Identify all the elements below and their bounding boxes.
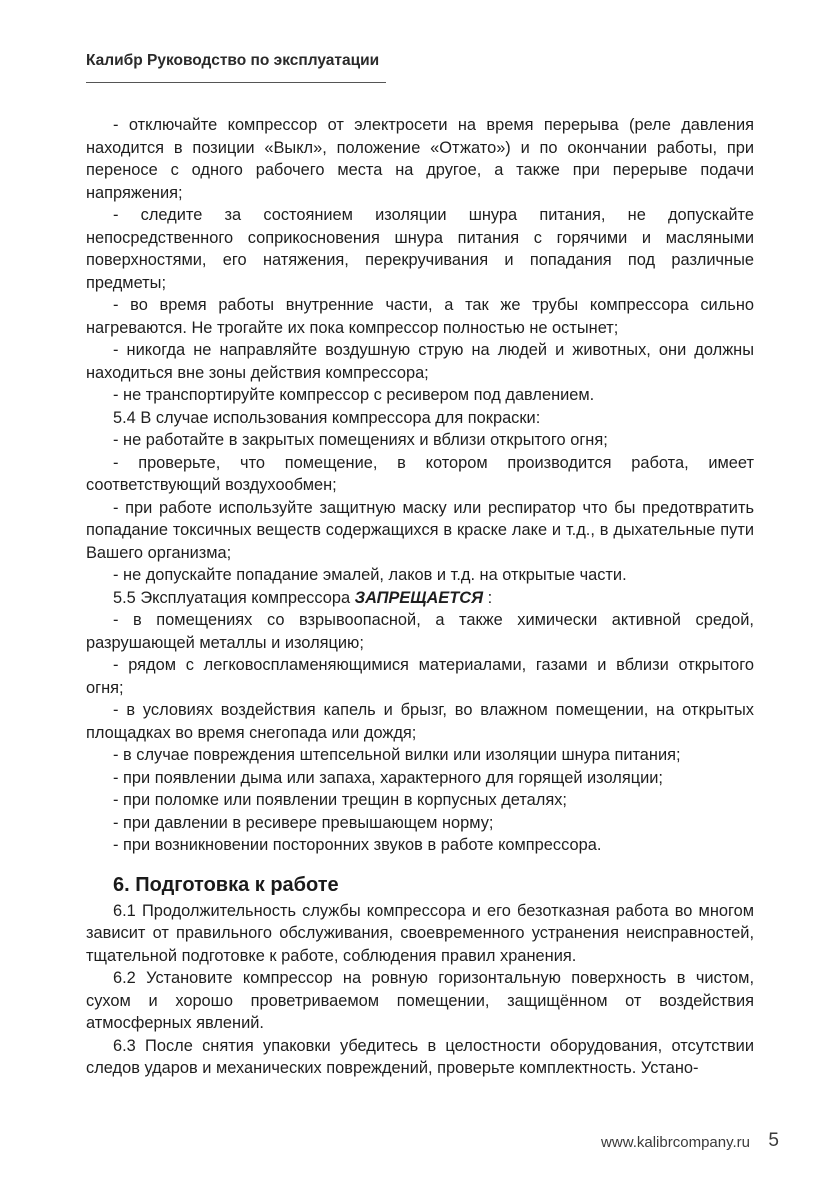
paragraph: - не транспортируйте компрессор с ресивером под давлением.	[113, 386, 595, 404]
paragraph: - при поломке или появлении трещин в корпусных деталях;	[113, 791, 567, 809]
paragraph: - во время работы внутренние части, а так же трубы компрессора сильно нагреваются. Не трогайте их пока компрессор полностью не остынет;	[86, 296, 754, 337]
paragraph-suffix: :	[483, 588, 493, 607]
paragraph: - в условиях воздействия капель и брызг, во влажном помещении, на открытых площадках во время снегопада или дождя;	[86, 701, 754, 742]
paragraph: 6.3 После снятия упаковки убедитесь в целостности оборудования, отсутствии следов ударов и механических повреждений, проверьте комплектность. Устано-	[86, 1036, 754, 1077]
footer-url: www.kalibrcompany.ru	[601, 1134, 750, 1151]
paragraph-prefix: 5.5 Эксплуатация компрессора	[113, 588, 355, 607]
paragraph: 6.1 Продолжительность службы компрессора и его безотказная работа во многом зависит от правильного обслуживания, своевременного устранения неисправностей, тщательной подготовке к работе, соблюдения правил хранения.	[86, 901, 754, 965]
page-number: 5	[768, 1130, 779, 1151]
paragraph: - отключайте компрессор от электросети на время перерыва (реле давления находится в позиции «Выкл», положение «Отжато») и по окончании работы, при переносе с одного рабочего места на другое, а также при перерыве подачи напряжения;	[86, 116, 754, 202]
paragraph: - рядом с легковоспламеняющимися материалами, газами и вблизи открытого огня;	[86, 656, 754, 697]
paragraph: - не работайте в закрытых помещениях и вблизи открытого огня;	[113, 431, 608, 449]
paragraph-prohibited-heading	[86, 587, 754, 610]
paragraph: - никогда не направляйте воздушную струю на людей и животных, они должны находиться вне зоны действия компрессора;	[86, 341, 754, 382]
section-title: 6. Подготовка к работе	[113, 873, 339, 896]
paragraph: 6.2 Установите компрессор на ровную горизонтальную поверхность в чистом, сухом и хорошо проветриваемом помещении, защищённом от воздействия атмосферных явлений.	[86, 969, 754, 1032]
paragraph: - при работе используйте защитную маску или респиратор что бы предотвратить попадание токсичных веществ содержащихся в краске лаке и т.д., в дыхательные пути Вашего организма;	[86, 498, 754, 562]
paragraph: 5.4 В случае использования компрессора для покраски:	[113, 408, 541, 427]
paragraph: - в случае повреждения штепсельной вилки или изоляции шнура питания;	[113, 746, 681, 764]
paragraph: - проверьте, что помещение, в котором производится работа, имеет соответствующий воздухообмен;	[86, 453, 754, 494]
paragraph: - при давлении в ресивере превышающем норму;	[113, 813, 494, 832]
running-header-title: Калибр Руководство по эксплуатации	[86, 52, 380, 69]
paragraph: - не допускайте попадание эмалей, лаков и т.д. на открытые части.	[113, 566, 627, 584]
paragraph: - следите за состоянием изоляции шнура питания, не допускайте непосредственного соприкосновения шнура питания с горячими и масляными поверхностями, его натяжения, перекручивания и попадания под различные предметы;	[86, 206, 754, 292]
paragraph: - при появлении дыма или запаха, характерного для горящей изоляции;	[113, 768, 663, 787]
header-divider	[86, 82, 386, 83]
body-text	[86, 114, 754, 1080]
paragraph: - в помещениях со взрывоопасной, а также химически активной средой, разрушающей металлы и изоляцию;	[86, 611, 754, 652]
paragraph: - при возникновении посторонних звуков в работе компрессора.	[113, 836, 602, 854]
prohibited-emphasis: ЗАПРЕЩАЕТСЯ	[354, 588, 484, 607]
